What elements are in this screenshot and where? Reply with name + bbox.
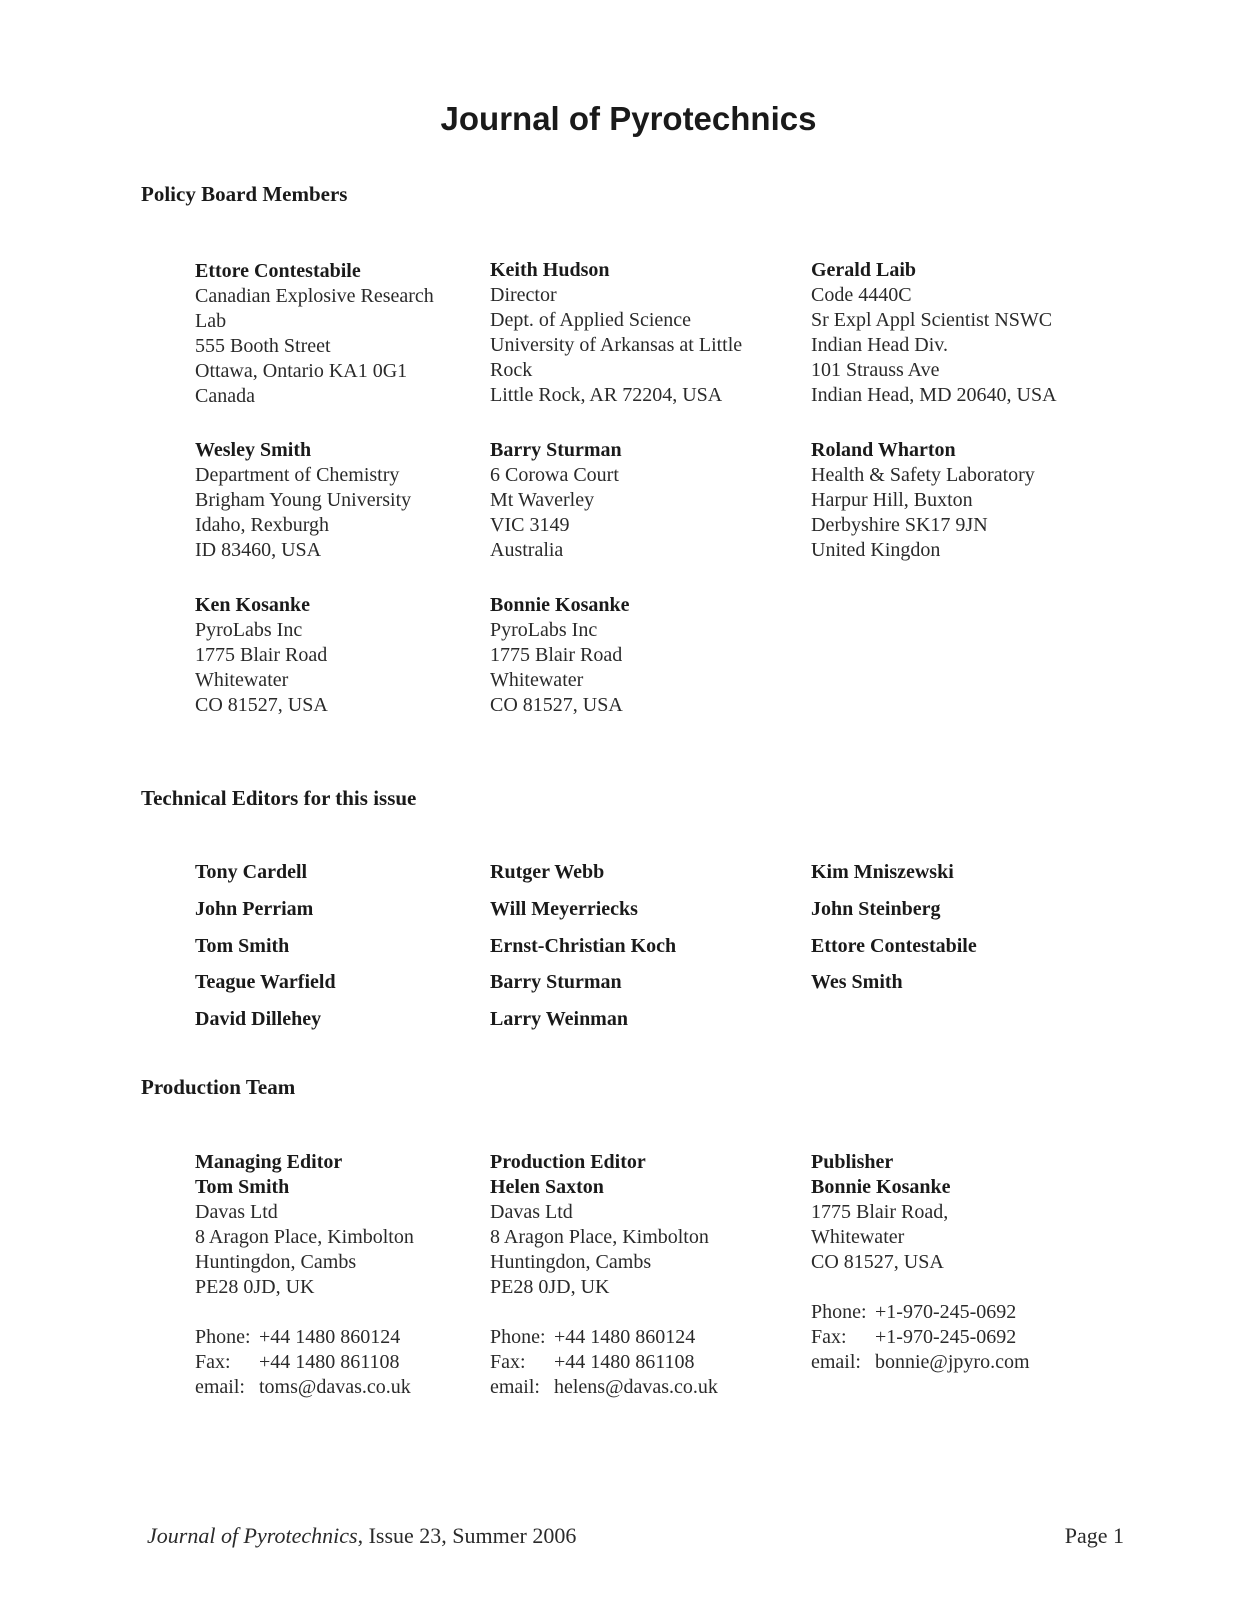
address-line: Health & Safety Laboratory	[811, 464, 1035, 486]
address-line: CO 81527, USA	[195, 694, 328, 716]
role-title: Production Editor	[490, 1151, 646, 1173]
contact-label: email:	[195, 1376, 245, 1398]
address-line: PE28 0JD, UK	[195, 1276, 315, 1298]
address-line: Mt Waverley	[490, 489, 595, 511]
member-name: Bonnie Kosanke	[811, 1176, 951, 1198]
member-name: Tom Smith	[195, 1176, 290, 1198]
address-line: Davas Ltd	[490, 1201, 573, 1223]
address-line: University of Arkansas at Little	[490, 334, 743, 356]
editor-name: Rutger Webb	[490, 861, 605, 883]
member-name: Ettore Contestabile	[195, 260, 361, 282]
editor-name: Wes Smith	[811, 971, 903, 993]
address-line: PE28 0JD, UK	[490, 1276, 610, 1298]
address-line: Whitewater	[811, 1226, 905, 1248]
address-line: Whitewater	[195, 669, 289, 691]
board-member	[195, 438, 485, 563]
editor-name: Larry Weinman	[490, 1008, 628, 1030]
address-line: Australia	[490, 539, 564, 561]
address-line: Davas Ltd	[195, 1201, 278, 1223]
address-line: Sr Expl Appl Scientist NSWC	[811, 309, 1053, 331]
member-name: Wesley Smith	[195, 439, 312, 461]
fax-row	[490, 1350, 780, 1375]
fax-value: +44 1480 861108	[259, 1351, 400, 1373]
policy-board-heading: Policy Board Members	[141, 182, 348, 206]
production-member	[195, 1150, 485, 1400]
email-row	[195, 1375, 485, 1400]
editor-name: Barry Sturman	[490, 971, 622, 993]
address-line: Indian Head Div.	[811, 334, 948, 356]
address-line: 555 Booth Street	[195, 335, 331, 357]
address-line: Whitewater	[490, 669, 584, 691]
address-line: Brigham Young University	[195, 489, 412, 511]
address-line: 6 Corowa Court	[490, 464, 619, 486]
member-name: Ken Kosanke	[195, 594, 311, 616]
contact-label: Fax:	[811, 1326, 847, 1348]
address-line: 101 Strauss Ave	[811, 359, 940, 381]
address-line: Director	[490, 284, 557, 306]
address-line: Harpur Hill, Buxton	[811, 489, 973, 511]
fax-value: +44 1480 861108	[554, 1351, 695, 1373]
board-member	[195, 593, 485, 718]
address-line: PyroLabs Inc	[490, 619, 598, 641]
address-line: Dept. of Applied Science	[490, 309, 692, 331]
role-title: Managing Editor	[195, 1151, 343, 1173]
phone-row	[490, 1325, 780, 1350]
address-line: United Kingdon	[811, 539, 941, 561]
address-line: VIC 3149	[490, 514, 570, 536]
board-member	[811, 438, 1101, 563]
fax-row	[195, 1350, 485, 1375]
editor-name: Teague Warfield	[195, 971, 336, 993]
editor-name: John Steinberg	[811, 898, 941, 920]
address-line: ID 83460, USA	[195, 539, 322, 561]
contact-label: Fax:	[490, 1351, 526, 1373]
page-number: Page 1	[1064, 1523, 1124, 1548]
phone-value: +44 1480 860124	[554, 1326, 696, 1348]
address-line: Lab	[195, 310, 227, 332]
board-member	[490, 258, 780, 408]
address-line: Little Rock, AR 72204, USA	[490, 384, 723, 406]
address-line: 1775 Blair Road,	[811, 1201, 949, 1223]
production-team-heading: Production Team	[141, 1075, 296, 1099]
address-line: PyroLabs Inc	[195, 619, 303, 641]
address-line: 8 Aragon Place, Kimbolton	[195, 1226, 414, 1248]
contact-label: Phone:	[811, 1301, 867, 1323]
editor-name: Tony Cardell	[195, 861, 308, 883]
member-name: Roland Wharton	[811, 439, 956, 461]
footer-issue: , Issue 23, Summer 2006	[357, 1523, 577, 1548]
editor-name: John Perriam	[195, 898, 314, 920]
page-title: Journal of Pyrotechnics	[440, 100, 817, 137]
address-line: Huntingdon, Cambs	[490, 1251, 652, 1273]
editor-name: Ettore Contestabile	[811, 935, 977, 957]
email-value: helens@davas.co.uk	[554, 1376, 718, 1398]
member-name: Keith Hudson	[490, 259, 610, 281]
address-line: Idaho, Rexburgh	[195, 514, 330, 536]
contact-label: email:	[811, 1351, 861, 1373]
phone-row	[195, 1325, 485, 1350]
phone-row	[811, 1300, 1101, 1325]
board-member	[195, 259, 485, 409]
production-member	[811, 1150, 1101, 1375]
role-title: Publisher	[811, 1151, 894, 1173]
contact-label: Fax:	[195, 1351, 231, 1373]
board-member	[811, 258, 1101, 408]
board-member	[490, 438, 780, 563]
address-line: Huntingdon, Cambs	[195, 1251, 357, 1273]
address-line: Indian Head, MD 20640, USA	[811, 384, 1057, 406]
email-value: toms@davas.co.uk	[259, 1376, 411, 1398]
phone-value: +1-970-245-0692	[875, 1301, 1017, 1323]
member-name: Gerald Laib	[811, 259, 917, 281]
editor-name: Tom Smith	[195, 935, 290, 957]
contact-label: Phone:	[195, 1326, 251, 1348]
fax-row	[811, 1325, 1101, 1350]
editor-name: David Dillehey	[195, 1008, 322, 1030]
technical-editors-heading: Technical Editors for this issue	[141, 786, 417, 810]
editor-name: Will Meyerriecks	[490, 898, 638, 920]
address-line: Code 4440C	[811, 284, 912, 306]
address-line: 1775 Blair Road	[195, 644, 328, 666]
address-line: CO 81527, USA	[490, 694, 623, 716]
member-name: Barry Sturman	[490, 439, 622, 461]
address-line: CO 81527, USA	[811, 1251, 944, 1273]
address-line: Department of Chemistry	[195, 464, 400, 486]
editor-name: Ernst-Christian Koch	[490, 935, 677, 957]
email-row	[811, 1350, 1101, 1375]
address-line: Ottawa, Ontario KA1 0G1	[195, 360, 408, 382]
contact-label: Phone:	[490, 1326, 546, 1348]
member-name: Bonnie Kosanke	[490, 594, 630, 616]
footer-journal-name: Journal of Pyrotechnics	[147, 1523, 358, 1548]
email-row	[490, 1375, 780, 1400]
address-line: Rock	[490, 359, 533, 381]
address-line: 1775 Blair Road	[490, 644, 623, 666]
address-line: Canadian Explosive Research	[195, 285, 434, 307]
email-value: bonnie@jpyro.com	[875, 1351, 1030, 1373]
address-line: Derbyshire SK17 9JN	[811, 514, 988, 536]
member-name: Helen Saxton	[490, 1176, 604, 1198]
address-line: 8 Aragon Place, Kimbolton	[490, 1226, 709, 1248]
contact-label: email:	[490, 1376, 540, 1398]
production-member	[490, 1150, 780, 1400]
editor-name: Kim Mniszewski	[811, 861, 954, 883]
fax-value: +1-970-245-0692	[875, 1326, 1017, 1348]
board-member	[490, 593, 780, 718]
phone-value: +44 1480 860124	[259, 1326, 401, 1348]
footer-citation	[147, 1523, 576, 1549]
address-line: Canada	[195, 385, 255, 407]
